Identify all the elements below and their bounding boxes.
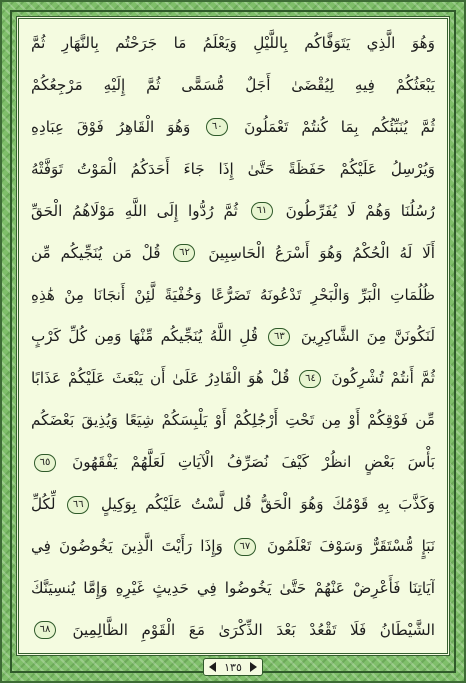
text-line: وَكَذَّبَ بِهِ قَوْمُكَ وَهُوَ الْحَقُّ قُل لَّسْتُ عَلَيْكُم بِوَكِيلٍ ٦٦ لِّكُلِّ xyxy=(31,495,435,514)
text-line: لَنَكُونَنَّ مِنَ الشَّاكِرِينَ ٦٣ قُلِ اللَّهُ يُنَجِّيكُم مِّنْهَا وَمِن كُلِّ كَرْبٍ xyxy=(31,327,435,346)
ayah-number-marker: ٦٥ xyxy=(34,454,56,472)
ayah-number-marker: ٦٦ xyxy=(67,496,89,514)
previous-page-arrow-icon[interactable] xyxy=(209,662,216,672)
text-line: نَبَإٍ مُّسْتَقَرٌّ وَسَوْفَ تَعْلَمُونَ ٦٧ وَإِذَا رَأَيْتَ الَّذِينَ يَخُوضُونَ فِي xyxy=(31,537,435,556)
text-line: آيَاتِنَا فَأَعْرِضْ عَنْهُمْ حَتَّىٰ يَخُوضُوا فِي حَدِيثٍ غَيْرِهِ وَإِمَّا يُنسِيَنَّكَ xyxy=(31,578,435,597)
page-number-plate xyxy=(203,658,263,676)
text-line: وَيُرْسِلُ عَلَيْكُمْ حَفَظَةً حَتَّىٰ إِذَا جَاءَ أَحَدَكُمُ الْمَوْتُ تَوَفَّتْهُ xyxy=(31,159,435,178)
ayah-number-marker: ٦٤ xyxy=(299,370,321,388)
next-page-arrow-icon[interactable] xyxy=(250,662,257,672)
ayah-number-marker: ٦٢ xyxy=(173,244,195,262)
text-line: الشَّيْطَانُ فَلَا تَقْعُدْ بَعْدَ الذِّكْرَىٰ مَعَ الْقَوْمِ الظَّالِمِينَ ٦٨ xyxy=(31,612,435,649)
text-line: رُسُلُنَا وَهُمْ لَا يُفَرِّطُونَ ٦١ ثُمَّ رُدُّوا إِلَى اللَّهِ مَوْلَاهُمُ الْحَقِّ xyxy=(31,201,435,220)
ayah-number-marker: ٦٣ xyxy=(268,328,290,346)
ayah-number-marker: ٦٧ xyxy=(234,538,256,556)
text-line: بَأْسَ بَعْضٍ انظُرْ كَيْفَ نُصَرِّفُ الْآيَاتِ لَعَلَّهُمْ يَفْقَهُونَ ٦٥ xyxy=(31,444,435,481)
text-line: مِّن فَوْقِكُمْ أَوْ مِن تَحْتِ أَرْجُلِكُمْ أَوْ يَلْبِسَكُمْ شِيَعًا وَيُذِيقَ بَعْضَكُم xyxy=(31,411,435,430)
text-line: ثُمَّ يُنَبِّئُكُم بِمَا كُنتُمْ تَعْمَلُونَ ٦٠ وَهُوَ الْقَاهِرُ فَوْقَ عِبَادِهِ xyxy=(31,117,435,136)
ayah-number-marker: ٦٠ xyxy=(206,118,228,136)
text-line: ظُلُمَاتِ الْبَرِّ وَالْبَحْرِ تَدْعُونَهُ تَضَرُّعًا وَخُفْيَةً لَّئِنْ أَنجَانَا مِنْ هَٰذِهِ xyxy=(31,285,435,304)
text-line: ثُمَّ أَنتُمْ تُشْرِكُونَ ٦٤ قُلْ هُوَ الْقَادِرُ عَلَىٰ أَن يَبْعَثَ عَلَيْكُمْ عَذَابًا xyxy=(31,369,435,388)
ayah-number-marker: ٦١ xyxy=(251,202,273,220)
quran-text-panel xyxy=(16,16,450,656)
page-footer xyxy=(2,659,464,675)
text-line: أَلَا لَهُ الْحُكْمُ وَهُوَ أَسْرَعُ الْحَاسِبِينَ ٦٢ قُلْ مَن يُنَجِّيكُم مِّن xyxy=(31,243,435,262)
text-line: وَهُوَ الَّذِي يَتَوَفَّاكُم بِاللَّيْلِ وَيَعْلَمُ مَا جَرَحْتُم بِالنَّهَارِ ثُمَّ xyxy=(31,34,435,52)
page-number: ١٣٥ xyxy=(224,660,242,674)
ayah-number-marker: ٦٨ xyxy=(34,621,56,639)
text-line: يَبْعَثُكُمْ فِيهِ لِيُقْضَىٰ أَجَلٌ مُّسَمًّى ثُمَّ إِلَيْهِ مَرْجِعُكُمْ xyxy=(31,75,435,94)
